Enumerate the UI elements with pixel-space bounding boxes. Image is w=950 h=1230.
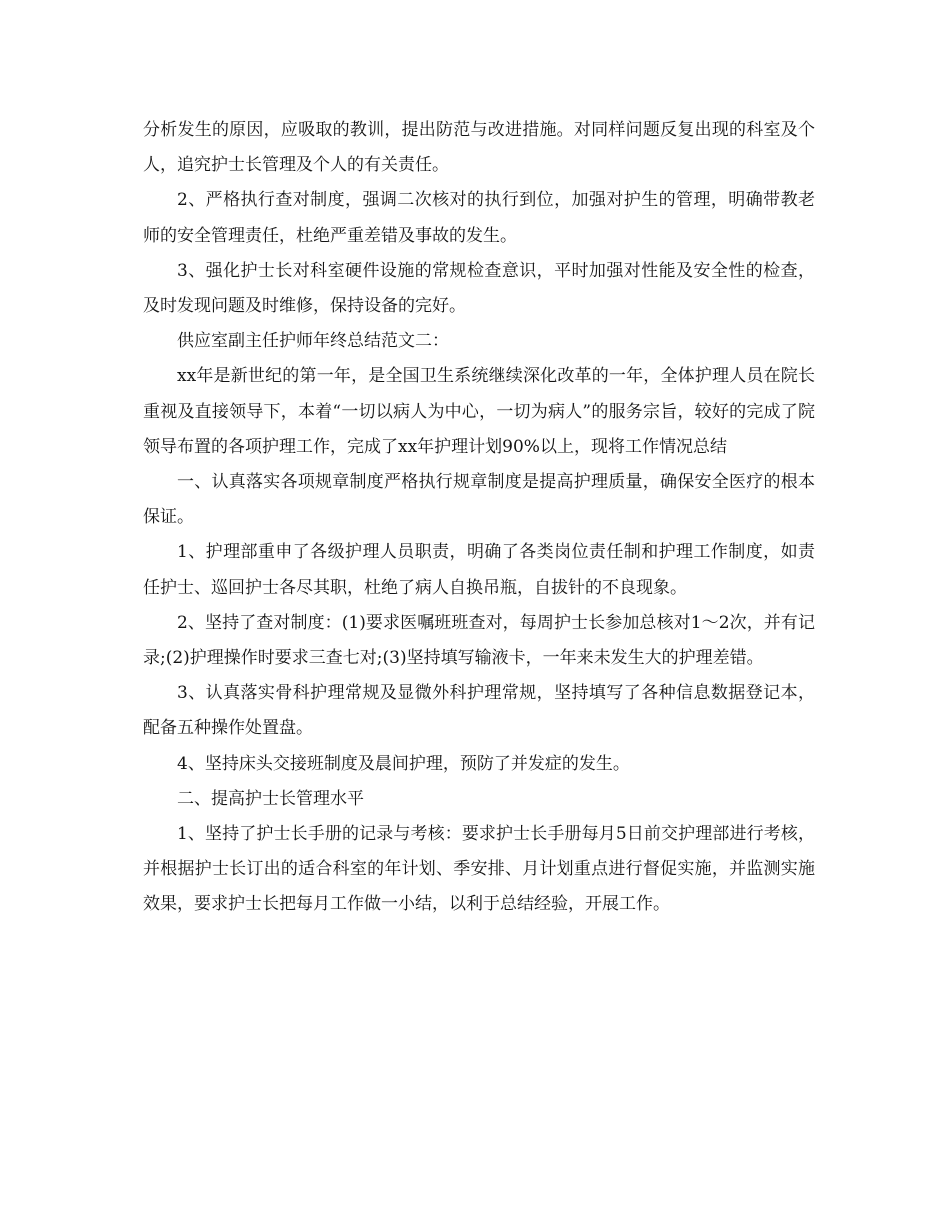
section-heading: 供应室副主任护师年终总结范文二： (177, 331, 449, 352)
paragraph: 4、坚持床头交接班制度及晨间护理，预防了并发症的发生。 (177, 753, 630, 774)
paragraph: 分析发生的原因，应吸取的教训，提出防范与改进措施。对同样问题反复出现的科室及个人，追究护士长管理及个人的有关责任。 (143, 120, 815, 176)
paragraph: 3、强化护士长对科室硬件设施的常规检查意识，平时加强对性能及安全性的检查，及时发现问题及时维修，保持设备的完好。 (143, 260, 815, 317)
paragraph: 一、认真落实各项规章制度严格执行规章制度是提高护理质量，确保安全医疗的根本保证。 (143, 472, 815, 528)
paragraph: xx年是新世纪的第一年，是全国卫生系统继续深化改革的一年，全体护理人员在院长重视及直接领导下，本着“一切以病人为中心，一切为病人”的服务宗旨，较好的完成了院领导布置的各项护理工作，完成了xx年护理计划90%以上，现将工作情况总结 (143, 366, 815, 457)
paragraph: 1、护理部重申了各级护理人员职责，明确了各类岗位责任制和护理工作制度，如责任护士、巡回护士各尽其职，杜绝了病人自换吊瓶，自拔针的不良现象。 (143, 542, 815, 598)
document-body (143, 113, 815, 923)
paragraph: 2、严格执行查对制度，强调二次核对的执行到位，加强对护生的管理，明确带教老师的安全管理责任，杜绝严重差错及事故的发生。 (143, 190, 815, 246)
paragraph: 3、认真落实骨科护理常规及显微外科护理常规，坚持填写了各种信息数据登记本，配备五种操作处置盘。 (143, 683, 815, 739)
paragraph: 1、坚持了护士长手册的记录与考核：要求护士长手册每月5日前交护理部进行考核，并根据护士长订出的适合科室的年计划、季安排、月计划重点进行督促实施，并监测实施效果，要求护士长把每月工作做一小结，以利于总结经验，开展工作。 (143, 824, 815, 915)
paragraph: 2、坚持了查对制度：(1)要求医嘱班班查对，每周护士长参加总核对1～2次，并有记录;(2)护理操作时要求三查七对;(3)坚持填写输液卡，一年来未发生大的护理差错。 (143, 612, 815, 669)
section-heading: 二、提高护士长管理水平 (177, 788, 364, 809)
